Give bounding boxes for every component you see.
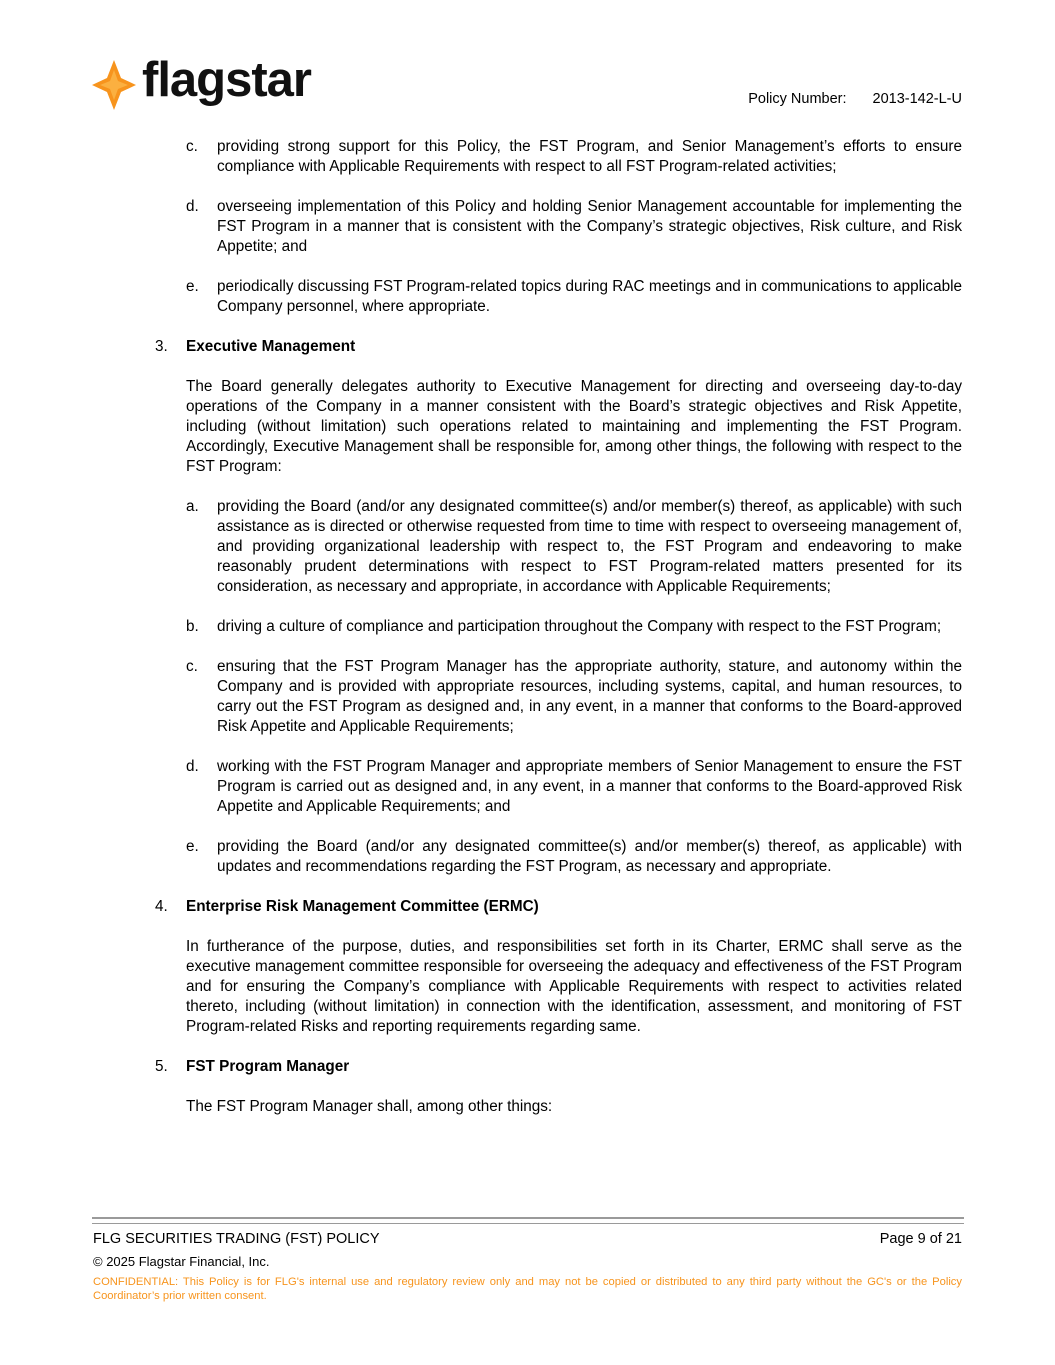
list-marker: c. — [186, 138, 198, 155]
section-number: 5. — [155, 1058, 168, 1075]
policy-number-label: Policy Number: — [748, 91, 847, 107]
list-marker: d. — [186, 198, 199, 215]
list-text: providing the Board (and/or any designated committee(s) and/or member(s) thereof, as applicable) with such assistance as is directed or otherwise requested from time to time with respect to overseeing management of, and providing organizational leadership with respect to, the FST Program and endeavoring to make reasonably prudent determinations with respect to FST Program-related matters presented for its consideration, as necessary and appropriate, in accordance with Applicable Requirements; — [217, 498, 962, 595]
footer-copyright: © 2025 Flagstar Financial, Inc. — [93, 1254, 270, 1269]
section-heading-executive-management — [155, 337, 962, 357]
flagstar-star-icon — [92, 60, 136, 110]
section-paragraph: The Board generally delegates authority to Executive Management for directing and overseeing day-to-day operations of the Company in a manner consistent with the Board’s strategic objectives and Risk Appetite, including (without limitation) such operations related to maintaining and implementing the FST Program. Accordingly, Executive Management shall be responsible for, among other things, the following with respect to the FST Program: — [186, 378, 962, 475]
list-marker: e. — [186, 838, 199, 855]
list-item — [155, 837, 962, 877]
section-number: 4. — [155, 898, 168, 915]
list-item — [155, 757, 962, 817]
section-heading-ermc — [155, 897, 962, 917]
list-text: working with the FST Program Manager and appropriate members of Senior Management to ensure the FST Program is carried out as designed and, in any event, in a manner that conforms to the Board-approved Risk Appetite and Applicable Requirements; and — [217, 758, 962, 815]
list-marker: a. — [186, 498, 199, 515]
footer-confidential-notice: CONFIDENTIAL: This Policy is for FLG's internal use and regulatory review only and may not be copied or distributed to any third party without the GC's or the Policy Coordinator’s prior written consent. — [93, 1276, 962, 1302]
list-text: overseeing implementation of this Policy and holding Senior Management accountable for implementing the FST Program in a manner that is consistent with the Company’s strategic objectives, Risk culture, and Risk Appetite; and — [217, 198, 962, 255]
list-item — [155, 277, 962, 317]
list-item — [155, 197, 962, 257]
footer-divider — [92, 1217, 964, 1224]
policy-number-header — [748, 91, 962, 107]
section-paragraph: The FST Program Manager shall, among other things: — [186, 1098, 553, 1115]
list-text: periodically discussing FST Program-related topics during RAC meetings and in communications to applicable Company personnel, where appropriate. — [217, 278, 962, 315]
list-text: providing strong support for this Policy, the FST Program, and Senior Management’s efforts to ensure compliance with Applicable Requirements with respect to all FST Program-related activities; — [217, 138, 962, 175]
logo-wordmark: flagstar — [142, 53, 312, 107]
list-item — [155, 617, 962, 637]
section-title: FST Program Manager — [186, 1058, 350, 1075]
section-paragraph: In furtherance of the purpose, duties, and responsibilities set forth in its Charter, ERMC shall serve as the executive management committee responsible for overseeing the adequacy and effectiveness of the FST Program and for ensuring the Company’s compliance with Applicable Requirements with respect to activities related thereto, including (without limitation) in connection with the identification, assessment, and monitoring of FST Program-related Risks and reporting requirements regarding same. — [186, 938, 962, 1035]
list-text: ensuring that the FST Program Manager has the appropriate authority, stature, and autonomy within the Company and is provided with appropriate resources, including systems, capital, and human resources, to carry out the FST Program as designed and, in any event, in a manner that conforms to the Board-approved Risk Appetite and Applicable Requirements; — [217, 658, 962, 735]
section-title: Enterprise Risk Management Committee (ERMC) — [186, 898, 539, 915]
list-text: providing the Board (and/or any designated committee(s) and/or member(s) thereof, as applicable) with updates and recommendations regarding the FST Program, as necessary and appropriate. — [217, 838, 962, 875]
list-item — [155, 657, 962, 737]
list-item — [155, 497, 962, 597]
section-heading-fst-program-manager — [155, 1057, 962, 1077]
list-marker: d. — [186, 758, 199, 775]
list-marker: e. — [186, 278, 199, 295]
list-item — [155, 137, 962, 177]
section-number: 3. — [155, 338, 168, 355]
section-title: Executive Management — [186, 338, 356, 355]
footer-document-title: FLG SECURITIES TRADING (FST) POLICY — [93, 1231, 380, 1247]
document-body — [155, 137, 962, 1137]
list-text: driving a culture of compliance and participation throughout the Company with respect to the FST Program; — [217, 618, 942, 635]
list-marker: b. — [186, 618, 199, 635]
list-marker: c. — [186, 658, 198, 675]
flagstar-logo — [92, 53, 332, 116]
policy-number-value: 2013-142-L-U — [872, 91, 962, 107]
footer-page-number: Page 9 of 21 — [879, 1231, 962, 1247]
